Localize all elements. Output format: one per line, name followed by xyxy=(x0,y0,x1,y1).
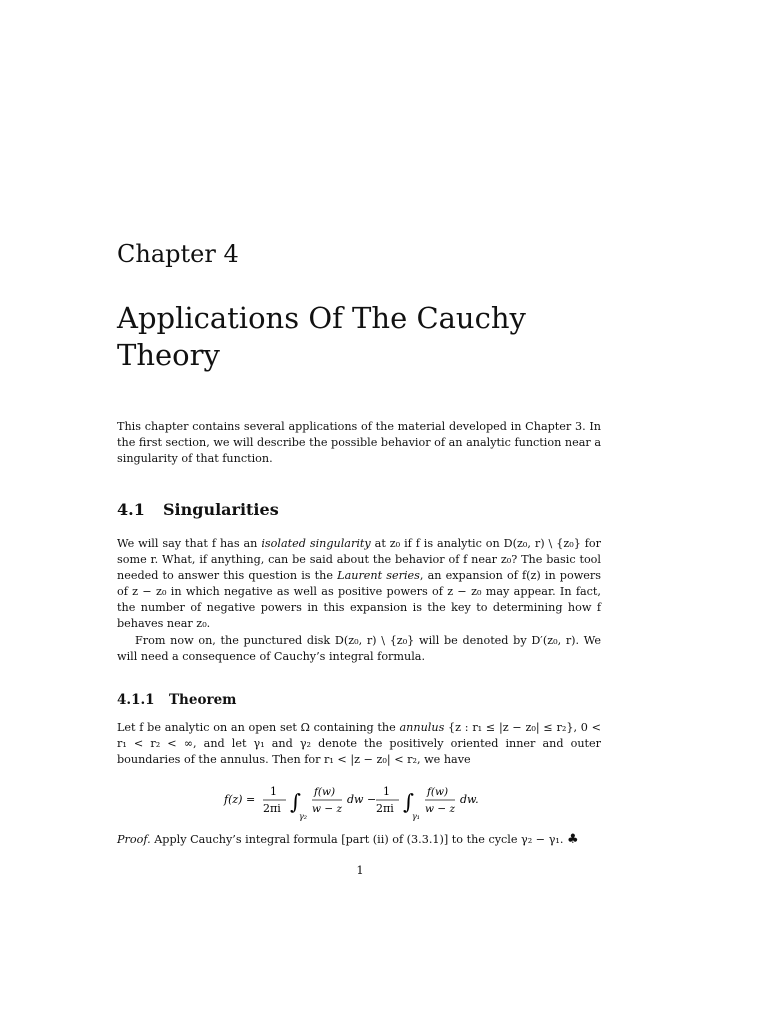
theorem-text-b: {z : r₁ ≤ |z − z₀| ≤ r₂}, 0 < r₁ < r₂ < ∞, and let γ₁ and γ₂ denote the positively oriented inner and outer boundaries of the annulus. Then for r₁ < |z − z₀| < r₂, we have xyxy=(117,721,601,766)
theorem-text-a: Let f be analytic on an open set Ω containing the xyxy=(117,721,400,734)
para1-text-a: We will say that f has an xyxy=(117,537,262,550)
theorem-statement xyxy=(117,720,601,768)
differential-end: dw. xyxy=(460,793,479,806)
section-paragraph-1 xyxy=(117,536,601,632)
section-title: Singularities xyxy=(163,500,279,519)
page-number: 1 xyxy=(356,863,364,877)
cauchy-annulus-equation xyxy=(0,778,720,831)
integral-sign-2: ∫ xyxy=(403,790,414,814)
fraction-1-numerator: 1 xyxy=(270,785,277,798)
intro-paragraph: This chapter contains several applications of the material developed in Chapter 3. In the first section, we will describe the possible behavior of an analytic function near a singularity of that function. xyxy=(117,420,601,465)
subsection-heading xyxy=(117,692,236,708)
section-paragraph-2: From now on, the punctured disk D(z₀, r) \ {z₀} will be denoted by D′(z₀, r). We will need a consequence of Cauchy’s integral formula. xyxy=(117,634,601,663)
proof-text: Apply Cauchy’s integral formula [part (ii) of (3.3.1)] to the cycle γ₂ − γ₁. xyxy=(150,833,564,846)
integral-sign-1: ∫ xyxy=(290,790,301,814)
proof-label: Proof. xyxy=(117,833,151,846)
fraction-2-numerator: f(w) xyxy=(314,786,336,798)
para1-text-c: , an expansion of f(z) in powers of z − z₀ in which negative as well as positive powers of z − z₀ may appear. In fact, the number of negative powers in this expansion is the key to determining how f behaves near z₀. xyxy=(117,569,601,630)
proof-paragraph xyxy=(117,832,601,848)
end-of-proof-icon: ♣ xyxy=(567,832,579,847)
para1-text-b: at z₀ if f is analytic on D(z₀, r) \ {z₀} for some r. What, if anything, can be said about the behavior of f near z₀? The basic tool needed to answer this question is the xyxy=(117,537,601,582)
chapter-title: Applications Of The Cauchy Theory xyxy=(117,301,526,372)
section-number: 4.1 xyxy=(117,500,145,519)
contour-gamma1: γ₁ xyxy=(412,812,420,821)
equation-graphic xyxy=(220,778,500,828)
fraction-2-denominator: w − z xyxy=(312,803,342,815)
term-isolated-singularity: isolated singularity xyxy=(261,537,371,550)
chapter-label: Chapter 4 xyxy=(117,240,239,268)
subsection-number: 4.1.1 xyxy=(117,692,155,708)
section-heading xyxy=(117,500,279,519)
term-annulus: annulus xyxy=(399,721,445,734)
fraction-1-denominator: 2πi xyxy=(263,802,281,815)
fraction-3-denominator: 2πi xyxy=(376,802,394,815)
differential-minus: dw − xyxy=(347,793,377,806)
fraction-3-numerator: 1 xyxy=(383,785,390,798)
equation-lhs: f(z) = xyxy=(224,793,256,806)
term-laurent-series: Laurent series xyxy=(337,569,420,582)
fraction-4-numerator: f(w) xyxy=(427,786,449,798)
subsection-title: Theorem xyxy=(169,692,237,708)
fraction-4-denominator: w − z xyxy=(425,803,455,815)
contour-gamma2: γ₂ xyxy=(299,812,307,821)
